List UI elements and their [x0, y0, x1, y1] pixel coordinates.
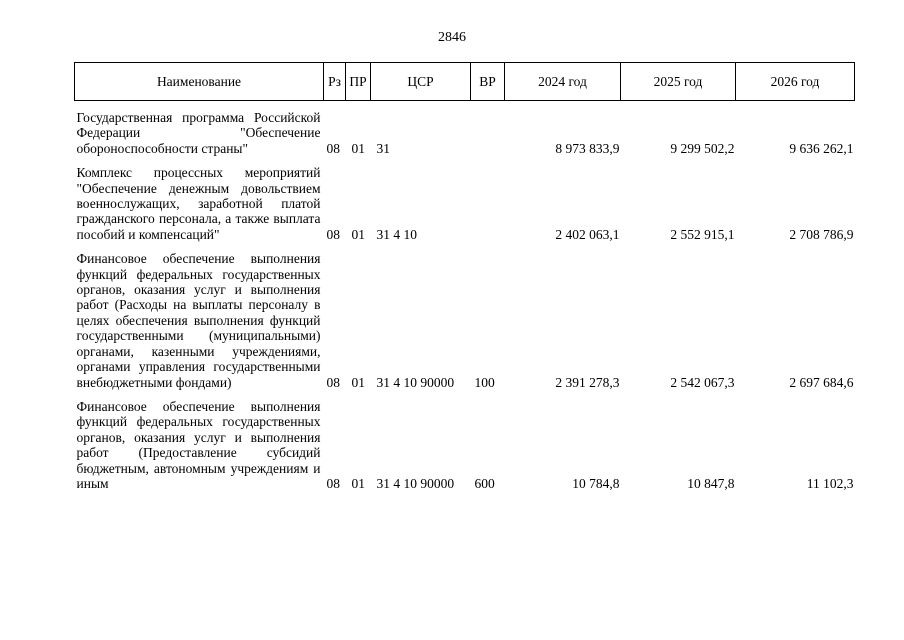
header-name: Наименование — [75, 63, 324, 101]
row-rz: 08 — [326, 374, 340, 390]
row-2024: 10 784,8 — [572, 475, 620, 491]
row-vr: 100 — [474, 374, 495, 390]
row-2025: 2 542 067,3 — [670, 374, 735, 390]
row-2026: 2 697 684,6 — [789, 374, 854, 390]
header-pr: ПР — [346, 63, 371, 101]
row-2024: 2 402 063,1 — [555, 226, 620, 242]
table-row — [75, 390, 855, 491]
row-2024: 2 391 278,3 — [555, 374, 620, 390]
row-csr: 31 4 10 90000 — [376, 374, 455, 390]
row-pr: 01 — [351, 374, 365, 390]
row-csr: 31 4 10 90000 — [376, 475, 455, 491]
row-name: Финансовое обеспечение выполнения функций федеральных государственных органов, оказания услуг и выполнения работ (Расходы на выплаты персоналу в целях обеспечения выполнения функций государственными (муниципальными) органами, казенными учреждениями, органами управления государственными внебюджетными фондами) — [76, 251, 321, 390]
row-pr: 01 — [351, 226, 365, 242]
row-pr: 01 — [351, 475, 365, 491]
row-2025: 10 847,8 — [687, 475, 735, 491]
table-row — [75, 156, 855, 242]
row-name: Государственная программа Российской Федерации "Обеспечение обороноспособности страны" — [76, 110, 321, 156]
row-2026: 2 708 786,9 — [789, 226, 854, 242]
table-header-row — [75, 63, 855, 101]
header-vr: ВР — [471, 63, 505, 101]
budget-table — [74, 62, 855, 491]
row-2025: 2 552 915,1 — [670, 226, 735, 242]
header-rz: Рз — [324, 63, 346, 101]
row-vr — [471, 101, 505, 157]
row-vr: 600 — [474, 475, 495, 491]
header-csr: ЦСР — [371, 63, 471, 101]
row-vr — [471, 156, 505, 242]
header-2026: 2026 год — [736, 63, 855, 101]
row-name: Финансовое обеспечение выполнения функций федеральных государственных органов, оказания услуг и выполнения работ (Предоставление субсидий бюджетным, автономным учреждениям и иным — [76, 398, 321, 491]
row-rz: 08 — [326, 140, 340, 156]
row-2024: 8 973 833,9 — [555, 140, 620, 156]
table-row — [75, 101, 855, 157]
page-number: 2846 — [438, 30, 466, 45]
row-name: Комплекс процессных мероприятий "Обеспечение денежным довольствием военнослужащих, заработной платой гражданского персонала, а также выплата пособий и компенсаций" — [76, 165, 321, 242]
row-csr: 31 4 10 — [376, 226, 417, 242]
row-rz: 08 — [326, 475, 340, 491]
row-2026: 9 636 262,1 — [789, 140, 854, 156]
row-2026: 11 102,3 — [806, 475, 854, 491]
row-pr: 01 — [351, 140, 365, 156]
row-rz: 08 — [326, 226, 340, 242]
header-2024: 2024 год — [505, 63, 621, 101]
header-2025: 2025 год — [621, 63, 736, 101]
row-csr: 31 — [376, 140, 390, 156]
table-row — [75, 242, 855, 390]
row-2025: 9 299 502,2 — [670, 140, 735, 156]
